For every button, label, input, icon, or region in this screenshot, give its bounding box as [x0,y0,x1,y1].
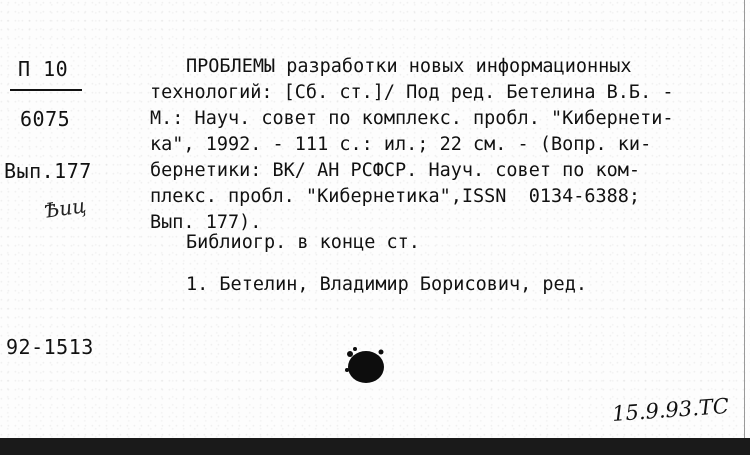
call-number: П 10 [18,57,69,81]
description-line: плекс. пробл. "Кибернетика",ISSN 0134-6388; [150,186,641,207]
description-line: технологий: [Сб. ст.]/ Под ред. Бетелина В.Б. - [150,82,674,103]
description-line: бернетики: ВК/ АН РСФСР. Науч. совет по ком- [150,160,641,181]
issue-number: Вып.177 [4,159,92,183]
description-line: ПРОБЛЕМЫ разработки новых информационных [186,56,632,77]
description-line: Вып. 177). [150,212,262,233]
call-number-rule [10,89,82,91]
description-line: ка", 1992. - 111 с.: ил.; 22 см. - (Вопр. ки- [150,134,652,155]
bibliography-note: Библиогр. в конце ст. [186,232,420,253]
added-entry-editor: 1. Бетелин, Владимир Борисович, ред. [186,274,587,295]
catalog-code: 92-1513 [6,335,94,359]
scan-bottom-band [0,438,750,455]
record-number: 6075 [20,107,71,131]
handwritten-mark: Ѣиц [42,193,88,223]
handwritten-date: 15.9.93.ТС [611,393,730,427]
ink-blot [341,344,389,386]
description-line: М.: Науч. совет по комплекс. пробл. "Кибернети- [150,108,674,129]
call-number-column [0,0,140,455]
card-edge [744,0,745,438]
